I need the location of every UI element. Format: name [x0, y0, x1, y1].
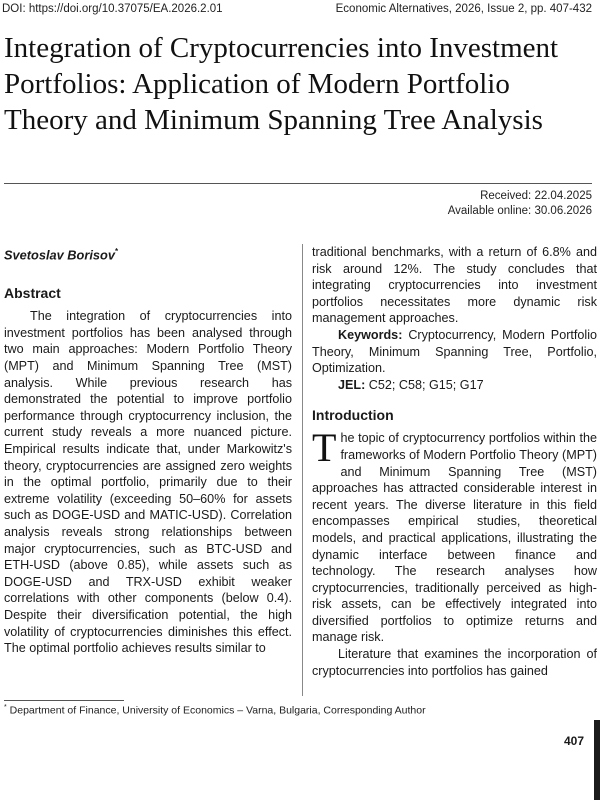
- jel-line: [312, 377, 597, 394]
- jel-codes: C52; C58; G15; G17: [368, 377, 484, 392]
- paper-title: Integration of Cryptocurrencies into Investment Portfolios: Application of Modern Portfolio Theory and Minimum Spanning Tree Analysis: [4, 32, 559, 136]
- introduction-paragraph-1-text: he topic of cryptocurrency portfolios within the frameworks of Modern Portfolio Theory (MPT) and Minimum Spanning Tree (MST) approaches has attracted considerable interest in recent years. The diverse literature in this field encompasses empirical studies, theoretical models, and practical applications, illustrating the dynamic interface between finance and technology. The research analyses how cryptocurrencies, traditionally perceived as high-risk assets, can be effectively integrated into diversified portfolios to optimize returns and manage risk.: [312, 431, 597, 645]
- author-footnote: [4, 704, 426, 717]
- drop-cap: T: [312, 425, 337, 471]
- keywords-label: Keywords:: [338, 327, 403, 342]
- abstract-text: The integration of cryptocurrencies into investment portfolios has been analysed through two main approaches: Modern Portfolio Theory (MPT) and Minimum Spanning Tree (MST) analysis. While previous research has demonstrated the potential to improve portfolio performance through cryptocurrency inclusion, the current study reveals a more nuanced picture. Empirical results indicate that, under Markowitz's theory, cryptocurrencies are assigned zero weights in the optimal portfolio, primarily due to their extreme volatility (exceeding 50–60% for assets such as DOGE-USD and MATIC-USD). Correlation analysis reveals strong relationships between major cryptocurrencies, such as BTC-USD and ETH-USD (above 0.85), while assets such as DOGE-USD and TRX-USD exhibit weaker correlations with other components (below 0.4). Despite their diversification potential, the high volatility of cryptocurrencies diminishes this effect. The optimal portfolio achieves results similar to: [4, 309, 292, 656]
- doi-link[interactable]: DOI: https://doi.org/10.37075/EA.2026.2.01: [2, 3, 223, 15]
- introduction-heading: Introduction: [312, 407, 394, 424]
- keywords-line: [312, 327, 597, 377]
- keywords-text: Cryptocurrency, Modern Portfolio Theory, Minimum Spanning Tree, Portfolio, Optimization.: [312, 327, 597, 376]
- page-number: 407: [563, 734, 584, 748]
- received-date: Received: 22.04.2025: [480, 190, 592, 202]
- introduction-paragraph-2: Literature that examines the incorporation of cryptocurrencies into portfolios has gained: [312, 647, 597, 678]
- abstract-text-continued: traditional benchmarks, with a return of 6.8% and risk around 12%. The study concludes that integrating cryptocurrencies into investment portfolios necessitates more dynamic risk management approaches.: [312, 245, 597, 326]
- journal-citation: Economic Alternatives, 2026, Issue 2, pp. 407-432: [335, 3, 592, 15]
- page-edge-bar: [594, 720, 600, 800]
- introduction-paragraph-1: [312, 425, 597, 646]
- left-column: [4, 244, 292, 657]
- right-column: [312, 244, 597, 679]
- footnote-mark: *: [4, 704, 7, 711]
- footnote-text: Department of Finance, University of Economics – Varna, Bulgaria, Corresponding Author: [9, 704, 426, 717]
- column-divider: [302, 244, 303, 696]
- footnote-divider: [4, 700, 124, 701]
- available-online-date: Available online: 30.06.2026: [447, 205, 592, 217]
- title-divider: [4, 183, 592, 184]
- publication-dates: [448, 189, 592, 219]
- author-name: Svetoslav Borisov: [4, 247, 115, 263]
- abstract-heading: Abstract: [4, 285, 61, 302]
- author-line: [4, 244, 292, 263]
- author-footnote-mark: *: [114, 247, 119, 256]
- jel-label: JEL:: [338, 377, 366, 392]
- running-head: [2, 0, 592, 18]
